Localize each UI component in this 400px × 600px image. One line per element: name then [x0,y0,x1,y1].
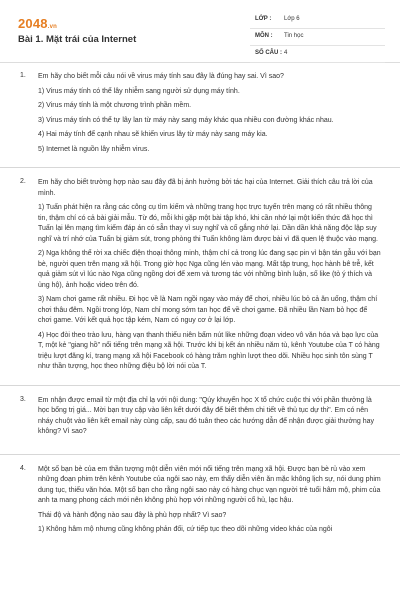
meta-row-subject [250,31,385,46]
question-text: Em nhận được email từ một địa chỉ lạ với nội dung: "Qúy khuyến học X tổ chức cuộc thi với phần thưởng là học bổng trị giá... Mời bạn truy cập vào liên kết dưới đây để biết thêm chi tiết về thủ tục dự thi". Em có nên nháy chuột vào liên kết email này cùng cấp, sau đó tuân theo các hướng dẫn để nhận được giải thưởng hay không? Vì sao? [38,396,375,435]
meta-row-class [250,14,385,29]
meta-row-count [250,48,385,63]
logo-suffix: .vn [47,24,58,30]
question-text: Em hãy cho biết trường hợp nào sau đây đã bị ảnh hưởng bởi tác hại của Internet. Giải thích câu trả lời của mình. [38,179,373,197]
site-logo[interactable] [18,16,57,31]
meta-value: Tin học [284,33,304,39]
question-number: 4. [20,464,26,472]
question-option: 1) Không hâm mộ nhưng cũng không phản đối, cứ tiếp tục theo dõi những video khác của ngôi [38,526,333,533]
question-3 [0,386,400,455]
question-option: 4) Hai máy tính để cạnh nhau sẽ khiến virus lây từ máy này sang máy kia. [38,131,268,138]
question-text: Em hãy cho biết mỗi câu nói về virus máy tính sau đây là đúng hay sai. Vì sao? [38,73,284,80]
question-number: 1. [20,72,26,79]
question-case: 4) Học đòi theo trào lưu, hàng vạn thanh thiếu niên bấm nút like những đoạn video vô văn hóa và bạo lực của T, một kẻ "giang hồ" nổi tiếng trên mạng xã hội. Trước khi bị kết án nhiều năm tù, kênh Youtube của T có hàng triệu lượt đăng kí, trang mạng xã hội Facebook có hàng trăm nghìn lượt theo dõi. Nhiều học sinh tôn sùng T như thần tượng, học theo những điệu bộ lời nói của T. [38,331,380,370]
meta-key: MÔN : [255,33,273,39]
question-2 [0,168,400,386]
logo-main: 2048 [18,16,48,31]
question-number: 2. [20,178,26,185]
question-prompt: Thái độ và hành động nào sau đây là phù hợp nhất? Vì sao? [38,511,227,519]
meta-key: SỐ CÂU : [255,50,282,56]
question-number: 3. [20,395,26,403]
question-option: 1) Virus máy tính có thể lây nhiễm sang người sử dụng máy tính. [38,87,240,95]
question-1 [0,62,400,168]
question-case: 3) Nam chơi game rất nhiều. Đi học về là Nam ngồi ngay vào máy để chơi, nhiều lúc bỏ cả ăn uống, thậm chí chơi thâu đêm. Ngồi trong lớp, Nam chỉ mong sớm tan học để về chơi game. Đã nhiều lần Nam bỏ học để chơi game. Với kết quả học tập kém, Nam có nguy cơ ở lại lớp. [38,296,378,324]
meta-value: Lớp 6 [284,16,300,22]
question-option: 5) Internet là nguồn lây nhiễm virus. [38,145,150,153]
question-option: 2) Virus máy tính là một chương trình phần mềm. [38,102,192,109]
meta-info [250,14,385,65]
question-text: Một số bạn bè của em thần tượng một diễn viên mới nổi tiếng trên mạng xã hội. Được bạn bè rủ vào xem những đoạn phim trên kênh Youtube của ngôi sao này, em thấy diễn viên ăn mặc không lịch sự, nói dung phim dung tục, thiếu văn hóa. Một số bạn cho rằng ngôi sao này có hàng chục vạn người trẻ tuổi hâm mộ, phim của anh ta mang phong cách mới nên không phù hợp với những người cổ hủ, lạc hậu. [38,465,381,504]
meta-value: 4 [284,50,288,56]
question-case: 2) Nga không thể rời xa chiếc điện thoại thông minh, thậm chí cả trong lúc đang sạc pin vì bận tán gẫu với bạn bè, người quen trên mạng xã hội. Trong giờ học Nga cũng lén vào mạng. Mất tập trung, học hành bê trễ, kết quả giảm sút vì lúc nào Nga cũng ngồng dơi để xem và tương tác với những bình luận, số like (tỏ ý thích và ủng hộ), ảnh hoặc video trên đó. [38,250,381,289]
question-4 [0,455,400,548]
lesson-title: Bài 1. Mặt trái của Internet [18,34,137,45]
question-case: 1) Tuấn phát hiện ra rằng các công cụ tìm kiếm và những trang học trực tuyến trên mạng có rất nhiều thông tin, thậm chí có cả bài giải mẫu. Từ đó, mỗi khi gặp một bài tập khó, khi cần nhớ lại một kiến thức đã học thì Tuấn lại lên mạng tìm kiếm đáp án có sẵn thay vì suy nghĩ và cố gắng nhớ lại. Dần dần khả năng độc lập suy nghĩ và trí nhớ của Tuấn bị giảm sút, trong phòng thi Tuấn không làm được bài vì đã quen lệ thuộc vào mạng. [38,204,378,243]
question-option: 3) Virus máy tính có thể tự lây lan từ máy này sang máy khác qua nhiều con đường khác nhau. [38,116,334,124]
question-list [0,62,400,548]
meta-key: LỚP : [255,16,272,22]
page-header [0,0,400,63]
